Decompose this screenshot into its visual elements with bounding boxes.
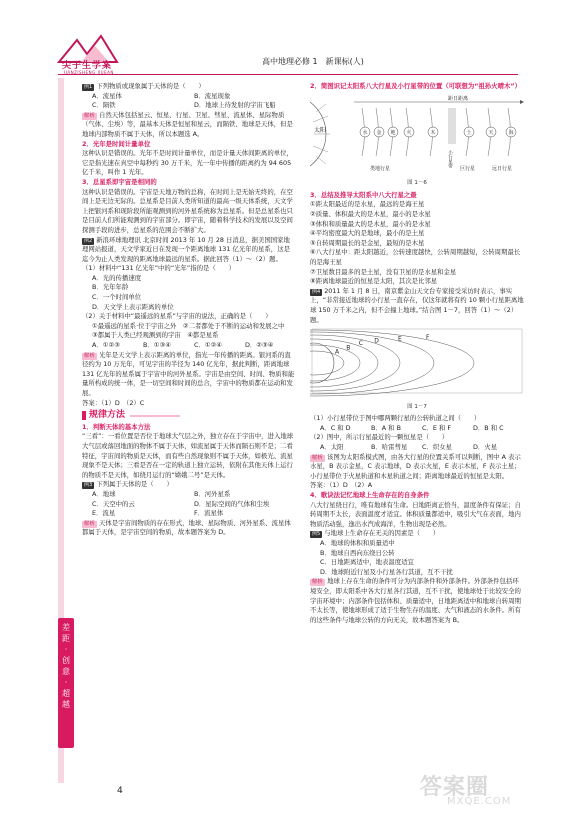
point-r4-text: 八大行星绕日行，唯有地球有生命。日地距离正恰当，温度条件有保证；自转周期不太长，表面温度才适宜。体积质量都适中，吸引大气在表面，地内物质活动强，逸出水汽成海洋，生物出现是必然。 — [310, 500, 521, 528]
options-list: A．光的传播速度 B．光年年龄 C．一个时间单位 D．天文学上表示距离的单位 — [92, 273, 174, 311]
planet-label: 水 — [362, 129, 368, 136]
planet-label: 地 — [390, 129, 396, 136]
point-3-text: 这种认识是错误的。宇宙是天地万物的总称，在时间上是无始无终的，在空间上是无边无际的。总星系是目前人类所知道的最高一级天体系统，天文学上把银河系和现阶段所能观测到的河外星系统称为总星系。但是总星系也只是目前人们所能观测到的宇宙部分。即宇宙，随着科学技术的发展以及空间探测手段的进步，总星系的范围会不断扩大。 — [82, 187, 293, 234]
orbit-ellipse — [310, 330, 474, 396]
asteroid-belt — [448, 108, 456, 144]
planet-label: 天 — [488, 129, 494, 136]
question-2: 例2 新浪环球地理讯 北京时间 2013 年 10 月 28 日消息，据美国国家地理网站报道，天文学家近日在发现一个距离地球 131 亿光年的星系，这是迄今为止人类发现的距离地球最远的星系。据此回答（1）～（2）题。 — [82, 235, 290, 263]
page-title: 高中地理必修 1 新课标(人) — [262, 57, 364, 66]
belt-label: 小行星带 — [447, 149, 453, 168]
planet-label: 土 — [466, 129, 472, 136]
watermark-url: MXQE.COM — [447, 796, 512, 807]
options-row: A．①②③ B．①③④ C．①②④ D．②③④ — [92, 341, 274, 350]
analysis-1: 解析 自然天体包括星云、恒星、行星、卫星、彗星、流星体、星际物质（气体、尘埃）等，最基本天体是恒星和星云，而陨铁、地球是天体，但是地球内部物质不属于天体，所以本题选 A。 — [82, 110, 293, 138]
point-3-title: 3．总星系即宇宙是相同的 — [82, 177, 157, 186]
question-4-sub-2: （2）图中，所示行星最近的一颗恒星是（ ） — [310, 433, 449, 442]
example-tag: 例1 — [84, 84, 93, 90]
point-2-text: 这种认识是错误的。光年不是时间计量单位，而是计量天体间距离的单位，它是指光速在真空中每秒约 30 万千米，光一年中传播的距离约为 94 605 亿千米，叫作 1 光年。 — [82, 149, 293, 177]
question-5: 例5 与地球上生命存在无关的因素是（ ） — [312, 529, 440, 538]
question-3: 例3 下列属于天体的是（ ） — [84, 480, 173, 489]
orbit-label: E — [398, 335, 402, 343]
analysis-5: 解析 地球上存在生命的条件可分为内部条件和外部条件。外部条件包括环境安全，即太阳系中各大行星各行其道，互不干扰，使地球处于比较安全的宇宙环境中；内部条件包括体积、质量适中，日地距离适中和地球自转周期不太长等，使地球形成了适于生物生存的温度、大气和液态的水条件。所有的这些条件与地球公转的方向无关，故本题答案为 B。 — [310, 577, 521, 624]
header-divider — [58, 74, 518, 75]
point-r3-title: 3．总结及推导太阳系中八大行星之最 — [310, 190, 417, 199]
orbit-ellipse — [310, 332, 434, 394]
method-1-title: 1．判断天体的基本方法 — [82, 422, 151, 431]
point-r2-title: 2．简图识记太阳系八大行星及小行星带的位置（可联想为“祖孙火晴木”） — [310, 82, 521, 90]
right-column — [310, 82, 524, 625]
left-column — [82, 82, 296, 538]
inner-group-label: 类地行星 — [370, 165, 391, 172]
orbit-label: C — [358, 340, 364, 348]
options-row: C．陨铁 D．地球上待发射的宇宙飞船 — [92, 101, 276, 110]
orbit-label: B — [346, 344, 351, 352]
watermark: 答案圈 — [420, 775, 490, 800]
logo-text: 尖子生学案 — [62, 61, 113, 71]
analysis-4: 解析 该图为太阳系模式图，由各大行星的位置关系可以判断，图中 A 表示水星，B 表示金星，C 表示地球，D 表示火星，E 表示木星，F 表示土星；小行星带位于火星轨道和木星轨道之间；距离地球最近的恒星是太阳。 — [310, 452, 521, 480]
method-section-heading: 规律方法 — [82, 411, 296, 421]
options-list: A．地球的体积和质量适中 B．地球自西向东绕日公转 C．日地距离适中，地表温度适宜 D．地球附近行星及小行星各行其道，互不干扰 — [320, 539, 453, 576]
page-number: 4 — [117, 786, 123, 796]
question-4: 例4 2011 年 1 月 8 日，南京紫金山天文台专家接受采访时表示，事实上，“非常接近地球的小行星一直存在，仅这年就将有约 10 颗小行星距离地球 150 万千米之内，但不会撞上地球。”结合图 1－7，回答（1）～（2）题。 — [310, 286, 524, 324]
question-4-sub-1: （1）小行星带位于图中哪两颗行星的公转轨道之间（ ） — [310, 414, 481, 423]
question-2-sub-2: （2）关于材料中“最遥远的星系”与宇宙的说法，正确的是（ ） — [82, 312, 272, 321]
options-row: A．太阳 B．哈雷彗星 C．织女星 D．火星 — [320, 443, 498, 452]
point-r3-list: ①距太阳最近的是水星，最远的是海王星 ②质量、体积最大的是木星，最小的是水星 ③体积和质量最大的是木星，最小的是水星 ④平均密度最大的是地球，最小的是土星 ⑤自转周期最长的是金星，最短的是木星 ⑥八大行星中：距太阳越近，公转速度越快，公转周期越短，公转周期最长的是海王星 ⑦卫星数目最多的是土星，没有卫星的是水星和金星 ⑧距离地球最近的恒星是太阳，其次是比邻星 — [310, 200, 521, 286]
point-2-title: 2．光年是时间计量单位 — [82, 139, 151, 148]
options-row: A．流星体 B．流星现象 — [92, 91, 231, 100]
figure-caption: 图 1－7 — [407, 403, 427, 410]
planet-label: 火 — [406, 129, 412, 136]
point-r4-title: 4．歌诀法记忆地球上生命存在的自身条件 — [310, 491, 430, 500]
method-1-text: “三看”：一看位置是否位于地球大气层之外，独立存在于宇宙中，进入地球大气层或落回地面的物体不属于天体，如流星属于天体而陨石则不是；二看特征，宇宙间的物质是天体，而有些自然现象则不属于天体，如极光、流星现象不是天体；三看是否在一定的轨道上独立运转，依附在其他天体上运行的物质不是天体，如绕月运行的“嫦娥二号”是天体。 — [82, 432, 294, 479]
options-row: E．流星 F．流星体 — [92, 509, 224, 518]
planet-label: 木 — [430, 129, 436, 136]
planet-label: 金 — [376, 129, 382, 136]
sun-shape — [310, 343, 334, 383]
answer-2: 答案：（1）D （2）C — [82, 398, 145, 407]
options-row: C．天空中的云 D．星际空间的气体和尘埃 — [92, 499, 270, 508]
solar-system-figure — [310, 94, 524, 189]
planet-label: 海 — [508, 129, 514, 136]
question-2-sub-1: （1）材料中“131 亿光年”中的“光年”指的是（ ） — [82, 264, 235, 273]
logo-subtext: JIANZISHENG XUEAN — [64, 70, 114, 75]
statements: ①最遥远的星系·位于宇宙之外 ②二者都处于不断的运动和发展之中 ③都属于人类已经观测到的宇宙 ④都是星系 — [92, 321, 291, 340]
distance-label: 距日距离 — [448, 95, 469, 102]
figure-caption: 图 1－6 — [407, 180, 427, 187]
solar-system-diagram — [310, 94, 524, 176]
orbit-diagram — [310, 327, 524, 399]
analysis-2: 解析 光年是天文学上表示距离的单位，指光一年传播的距离。银河系的直径约为 10 万光年，可见宇宙的半径为 140 亿光年，据此判断，距离地球 131 亿光年的星系属于宇宙中的河外星系。宇宙是由空间、时间、物质和能量所构成的统一体，是一切空间和时间的总合，宇宙中的物质都在运动和发展。 — [82, 350, 295, 397]
orbit-label: A — [335, 348, 340, 356]
orbit-figure — [310, 327, 524, 412]
giant-group-label: 巨行星 — [460, 165, 476, 172]
orbit-ellipse — [310, 335, 400, 391]
sun-label: 太阳 — [314, 126, 327, 134]
answer-4: 答案：（1）D （2）A — [310, 481, 373, 490]
options-row: A．地球 B．河外星系 — [92, 489, 231, 498]
outer-group-label: 远日行星 — [492, 165, 513, 172]
side-tab-label: 差 距 · 创 意 · 超 越 — [62, 623, 70, 709]
orbit-label: D — [374, 337, 379, 345]
options-row: A．C 和 D B．A 和 B C．E 和 F D．B 和 C — [320, 423, 504, 432]
question-1: 例1 下列物质或现象属于天体的是（ ） — [84, 82, 205, 90]
analysis-3: 解析 天体是宇宙间物质的存在形式，地球、星际物质、河外星系、流星体都属于天体，是宇宙空间的物质，故本题答案为 D。 — [82, 518, 291, 537]
orbit-label: F — [426, 333, 430, 341]
